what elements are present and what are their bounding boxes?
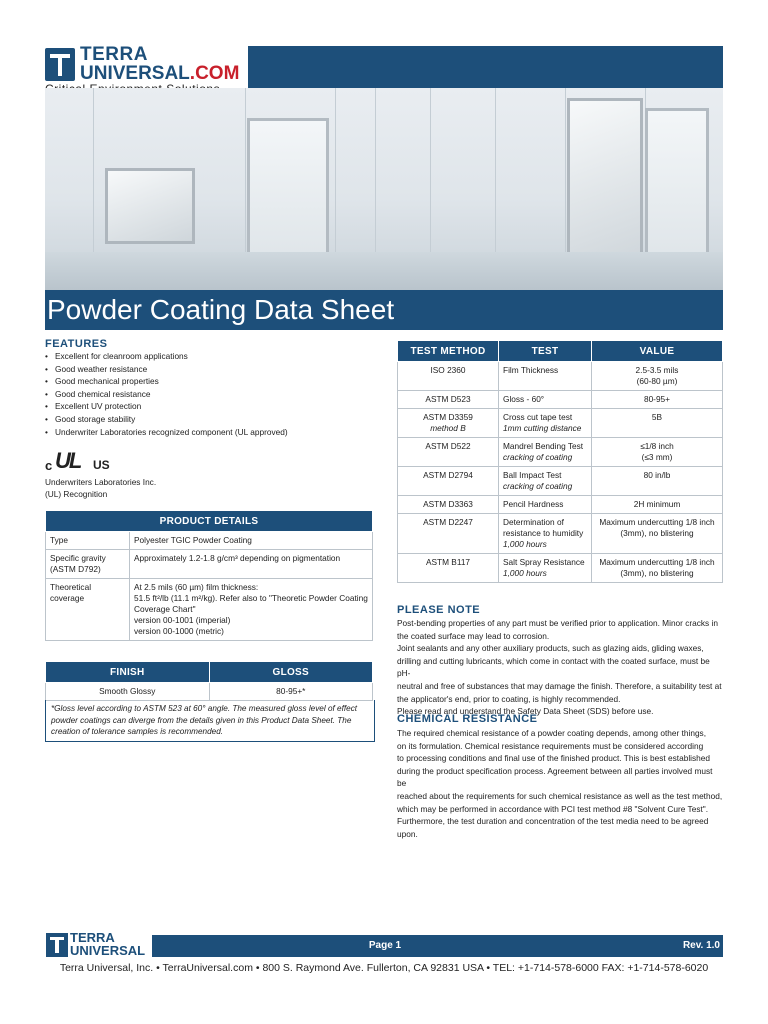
method-name: ASTM D3359 xyxy=(423,412,473,422)
value-cell xyxy=(592,391,723,409)
footer-logo-universal: UNIVERSAL xyxy=(70,943,146,958)
please-note-heading: PLEASE NOTE xyxy=(397,604,481,616)
note-line: drilling and cutting lubricants, which come in contact with the coated surface, must be pH- xyxy=(397,655,710,679)
pd-label-gravity: Specific gravity (ASTM D792) xyxy=(46,550,130,579)
test-cell xyxy=(499,554,592,583)
method-name: ASTM D522 xyxy=(425,441,471,451)
feature-item: • Underwriter Laboratories recognized component (UL approved) xyxy=(45,426,288,439)
table-row xyxy=(398,391,723,409)
method-cell xyxy=(398,409,499,438)
value-cell xyxy=(592,438,723,467)
cleanroom-photo xyxy=(45,88,723,290)
finish-value: Smooth Glossy xyxy=(46,683,210,701)
ul-mark-c: c xyxy=(45,458,53,473)
value-line: ≤1/8 inch xyxy=(640,441,674,451)
test-cell xyxy=(499,467,592,496)
value-cell xyxy=(592,496,723,514)
value-line: (60-80 µm) xyxy=(636,376,678,386)
gloss-footnote: *Gloss level according to ASTM 523 at 60° angle. The measured gloss level of effect powder coatings can diverge from the details given in this Product Data Sheet. The creation of tolerance samples is recommended. xyxy=(45,700,375,742)
value-line: (3mm), no blistering xyxy=(620,528,694,538)
chem-line: to processing conditions and final use of the finished product. This is best established xyxy=(397,753,711,764)
test-name: Salt Spray Resistance xyxy=(503,557,585,567)
test-cell xyxy=(499,496,592,514)
chem-line: upon. xyxy=(397,828,418,839)
features-heading: FEATURES xyxy=(45,338,108,350)
note-line: neutral and free of substances that may damage the finish. Therefore, a suitability test at xyxy=(397,680,722,691)
value-line: Maximum undercutting 1/8 inch xyxy=(599,517,715,527)
test-cell xyxy=(499,391,592,409)
table-row xyxy=(398,362,723,391)
table-row xyxy=(398,438,723,467)
chemical-resistance-heading: CHEMICAL RESISTANCE xyxy=(397,713,538,725)
test-sub: 1mm cutting distance xyxy=(503,423,582,433)
feature-item: • Excellent UV protection xyxy=(45,400,288,413)
feature-item: • Excellent for cleanroom applications xyxy=(45,350,288,363)
product-details-heading: PRODUCT DETAILS xyxy=(46,511,373,532)
logo-text-universal xyxy=(80,64,239,84)
test-name: Determination of resistance to humidity xyxy=(503,517,584,538)
pd-label-type: Type xyxy=(46,532,130,550)
feature-item: • Good mechanical properties xyxy=(45,375,288,388)
gloss-value: 80-95+* xyxy=(209,683,373,701)
table-row xyxy=(398,409,723,438)
ul-caption-line1: Underwriters Laboratories Inc. xyxy=(45,477,157,487)
coverage-line: 51.5 ft²/lb (11.1 m²/kg). Refer also to "Theoretic Powder Coating Coverage Chart" xyxy=(134,593,368,614)
value-cell xyxy=(592,362,723,391)
value-line: (≤3 mm) xyxy=(641,452,673,462)
method-name: ASTM D523 xyxy=(425,394,471,404)
pd-value-gravity: Approximately 1.2-1.8 g/cm³ depending on pigmentation xyxy=(130,550,373,579)
note-line: Joint sealants and any other auxiliary products, such as glazing aids, gliding waxes, xyxy=(397,643,704,654)
chem-line: Furthermore, the test duration and concentration of the test media need to be agreed xyxy=(397,816,709,827)
page-title: Powder Coating Data Sheet xyxy=(47,294,395,325)
test-cell xyxy=(499,438,592,467)
note-line: Post-bending properties of any part must be verified prior to application. Minor cracks in xyxy=(397,618,718,628)
chem-line: The required chemical resistance of a powder coating depends, among other things, xyxy=(397,728,707,738)
method-cell xyxy=(398,496,499,514)
feature-item: • Good chemical resistance xyxy=(45,388,288,401)
features-list xyxy=(45,350,288,438)
method-cell xyxy=(398,514,499,554)
footer-address: Terra Universal, Inc. • TerraUniversal.com • 800 S. Raymond Ave. Fullerton, CA 92831 USA • TEL: +1-714-578-6000 FAX: +1-714-578-6020 xyxy=(59,962,709,974)
coverage-line: version 00-1000 (metric) xyxy=(134,626,224,636)
ul-recognition-logo xyxy=(45,448,120,474)
table-row xyxy=(398,467,723,496)
coverage-line: version 00-1001 (imperial) xyxy=(134,615,231,625)
logo-universal-word: UNIVERSAL xyxy=(80,63,190,84)
test-name: Pencil Hardness xyxy=(503,499,564,509)
test-cell xyxy=(499,409,592,438)
pd-label-coverage: Theoretical coverage xyxy=(46,579,130,641)
header-bar xyxy=(248,46,723,88)
gloss-header: GLOSS xyxy=(209,662,373,683)
coverage-line: At 2.5 mils (60 µm) film thickness: xyxy=(134,582,259,592)
test-name: Film Thickness xyxy=(503,365,559,375)
value-line: 5B xyxy=(651,412,663,422)
method-cell xyxy=(398,467,499,496)
logo-com-suffix: .COM xyxy=(189,63,240,84)
note-line: the coated surface may lead to corrosion. xyxy=(397,630,550,641)
value-line: Maximum undercutting 1/8 inch xyxy=(599,557,715,567)
logo-text-terra: TERRA xyxy=(80,44,148,65)
finish-gloss-table xyxy=(45,661,373,701)
chem-line: which may be performed in accordance with PCI test method #8 "Solvent Cure Test". xyxy=(397,803,709,814)
test-sub: cracking of coating xyxy=(503,452,573,462)
value-line: 2.5-3.5 mils xyxy=(635,365,679,375)
method-name: ASTM D2247 xyxy=(423,517,473,527)
chem-line: reached about the requirements for such chemical resistance as well as the test method, xyxy=(397,790,723,801)
method-name: ASTM D3363 xyxy=(423,499,473,509)
th-test: TEST xyxy=(499,341,592,362)
pd-value-coverage xyxy=(130,579,373,641)
ul-mark-ul: UL xyxy=(55,448,81,473)
method-cell xyxy=(398,438,499,467)
th-value: VALUE xyxy=(592,341,723,362)
terra-logo-icon xyxy=(45,48,75,81)
test-name: Gloss - 60° xyxy=(503,394,545,404)
method-cell xyxy=(398,391,499,409)
value-cell xyxy=(592,514,723,554)
chem-line: on its formulation. Chemical resistance requirements must be considered according xyxy=(397,740,704,751)
feature-item: • Good weather resistance xyxy=(45,363,288,376)
product-details-table xyxy=(45,510,373,641)
revision-label: Rev. 1.0 xyxy=(682,940,720,951)
method-cell xyxy=(398,362,499,391)
note-line: the applicator's end, prior to coating, is highly recommended. xyxy=(397,693,621,704)
table-row xyxy=(398,554,723,583)
value-line: 2H minimum xyxy=(633,499,681,509)
test-cell xyxy=(499,362,592,391)
ul-caption xyxy=(45,476,205,501)
method-sub: method B xyxy=(430,423,466,433)
value-cell xyxy=(592,554,723,583)
test-name: Mandrel Bending Test xyxy=(503,441,584,451)
value-cell xyxy=(592,467,723,496)
chemical-resistance-text xyxy=(397,727,723,840)
test-sub: 1,000 hours xyxy=(503,568,547,578)
test-method-table xyxy=(397,340,723,583)
page-number: Page 1 xyxy=(368,940,402,951)
test-name: Ball Impact Test xyxy=(503,470,562,480)
footer-logo-terra: TERRA xyxy=(70,930,115,945)
chem-line: during the product specification process. Agreement between all parties involved must be xyxy=(397,765,713,789)
method-name: ASTM D2794 xyxy=(423,470,473,480)
method-name: ASTM B117 xyxy=(425,557,471,567)
method-name: ISO 2360 xyxy=(430,365,466,375)
th-test-method: TEST METHOD xyxy=(398,341,499,362)
please-note-text xyxy=(397,617,723,718)
feature-item: • Good storage stability xyxy=(45,413,288,426)
test-cell xyxy=(499,514,592,554)
ul-caption-line2: (UL) Recognition xyxy=(45,489,108,500)
value-line: 80 in/lb xyxy=(643,470,671,480)
test-name: Cross cut tape test xyxy=(503,412,573,422)
ul-mark-us: US xyxy=(93,458,110,472)
table-row xyxy=(398,514,723,554)
test-sub: 1,000 hours xyxy=(503,539,547,549)
footer-logo-icon xyxy=(45,932,69,958)
test-sub: cracking of coating xyxy=(503,481,573,491)
finish-header: FINISH xyxy=(46,662,210,683)
pd-value-type: Polyester TGIC Powder Coating xyxy=(130,532,373,550)
value-line: 80-95+ xyxy=(643,394,671,404)
note-line: Please read and understand the Safety Data Sheet (SDS) before use. xyxy=(397,706,654,717)
table-row xyxy=(398,496,723,514)
method-cell xyxy=(398,554,499,583)
value-cell xyxy=(592,409,723,438)
value-line: (3mm), no blistering xyxy=(620,568,694,578)
